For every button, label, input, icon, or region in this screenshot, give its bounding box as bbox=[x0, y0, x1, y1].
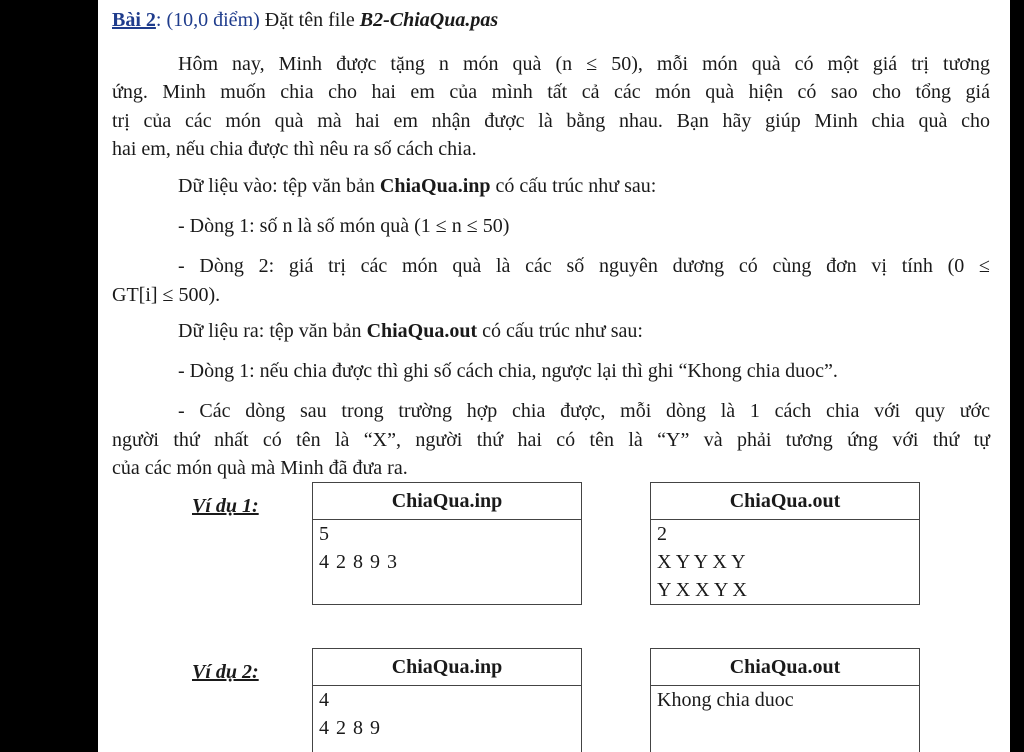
example-2-output-content bbox=[651, 686, 920, 752]
intro-line-4: hai em, nếu chia được thì nêu ra số cách chia. bbox=[112, 138, 477, 160]
example-2-label: Ví dụ 2: bbox=[192, 661, 259, 683]
document-page bbox=[98, 0, 1010, 752]
problem-score: (10,0 điểm) bbox=[161, 9, 260, 31]
title-colon: : bbox=[155, 9, 162, 31]
example-2-output-line: Khong chia duoc bbox=[657, 689, 794, 711]
example-1-input-line: 5 bbox=[319, 523, 329, 545]
example-2-input-line: 4 bbox=[319, 689, 329, 711]
example-2-input-title: ChiaQua.inp bbox=[313, 649, 582, 686]
example-1-output-line: X Y Y X Y bbox=[657, 551, 746, 573]
example-1-output-content bbox=[651, 520, 920, 605]
input-filename: ChiaQua.inp bbox=[379, 175, 491, 197]
example-2-output-table bbox=[650, 648, 920, 752]
example-2-input-table bbox=[312, 648, 582, 752]
example-1-input-title: ChiaQua.inp bbox=[313, 483, 582, 520]
output-spec-line-2c: của các món quà mà Minh đã đưa ra. bbox=[112, 457, 408, 479]
output-spec-suffix: có cấu trúc như sau: bbox=[477, 320, 643, 342]
example-2-output-title: ChiaQua.out bbox=[651, 649, 920, 686]
example-1-output-title: ChiaQua.out bbox=[651, 483, 920, 520]
example-1-output-line: Y X X Y X bbox=[657, 579, 747, 601]
output-filename: ChiaQua.out bbox=[366, 320, 478, 342]
intro-line-1: Hôm nay, Minh được tặng n món quà (n ≤ 50), mỗi món quà có một giá trị tương bbox=[178, 53, 990, 75]
input-spec-line-1: - Dòng 1: số n là số món quà (1 ≤ n ≤ 50) bbox=[178, 215, 510, 237]
example-1-input-table bbox=[312, 482, 582, 605]
output-spec-line-2a: - Các dòng sau trong trường hợp chia được, mỗi dòng là 1 cách chia với quy ước bbox=[178, 400, 990, 422]
example-1-output-table bbox=[650, 482, 920, 605]
output-spec-line-1: - Dòng 1: nếu chia được thì ghi số cách chia, ngược lại thì ghi “Khong chia duoc”. bbox=[178, 360, 838, 382]
intro-line-3: trị của các món quà mà hai em nhận được là bằng nhau. Bạn hãy giúp Minh chia quà cho bbox=[112, 110, 990, 132]
example-2-input-line: 4 2 8 9 bbox=[319, 717, 381, 739]
example-1-output-line: 2 bbox=[657, 523, 667, 545]
example-2-input-content bbox=[313, 686, 582, 752]
example-1-label: Ví dụ 1: bbox=[192, 495, 259, 517]
output-spec-prefix: Dữ liệu ra: tệp văn bản bbox=[178, 320, 367, 342]
input-spec-line-2b: GT[i] ≤ 500). bbox=[112, 284, 221, 306]
example-1-input-line: 4 2 8 9 3 bbox=[319, 551, 398, 573]
input-spec-suffix: có cấu trúc như sau: bbox=[490, 175, 657, 197]
input-spec-line-2a: - Dòng 2: giá trị các món quà là các số nguyên dương có cùng đơn vị tính (0 ≤ bbox=[178, 255, 990, 277]
problem-number: Bài 2 bbox=[112, 9, 156, 31]
input-spec-prefix: Dữ liệu vào: tệp văn bản bbox=[178, 175, 380, 197]
problem-title bbox=[112, 6, 498, 35]
title-filename: B2-ChiaQua.pas bbox=[359, 9, 499, 31]
title-instruction: Đặt tên file bbox=[259, 9, 360, 31]
example-1-input-content bbox=[313, 520, 582, 605]
output-spec-line-2b: người thứ nhất có tên là “X”, người thứ hai có tên là “Y” và phải tương ứng với thứ tự bbox=[112, 429, 990, 451]
intro-line-2: ứng. Minh muốn chia cho hai em của mình tất cả các món quà hiện có sao cho tổng giá bbox=[112, 81, 990, 103]
output-spec-heading bbox=[178, 317, 643, 346]
input-spec-heading bbox=[178, 172, 656, 201]
